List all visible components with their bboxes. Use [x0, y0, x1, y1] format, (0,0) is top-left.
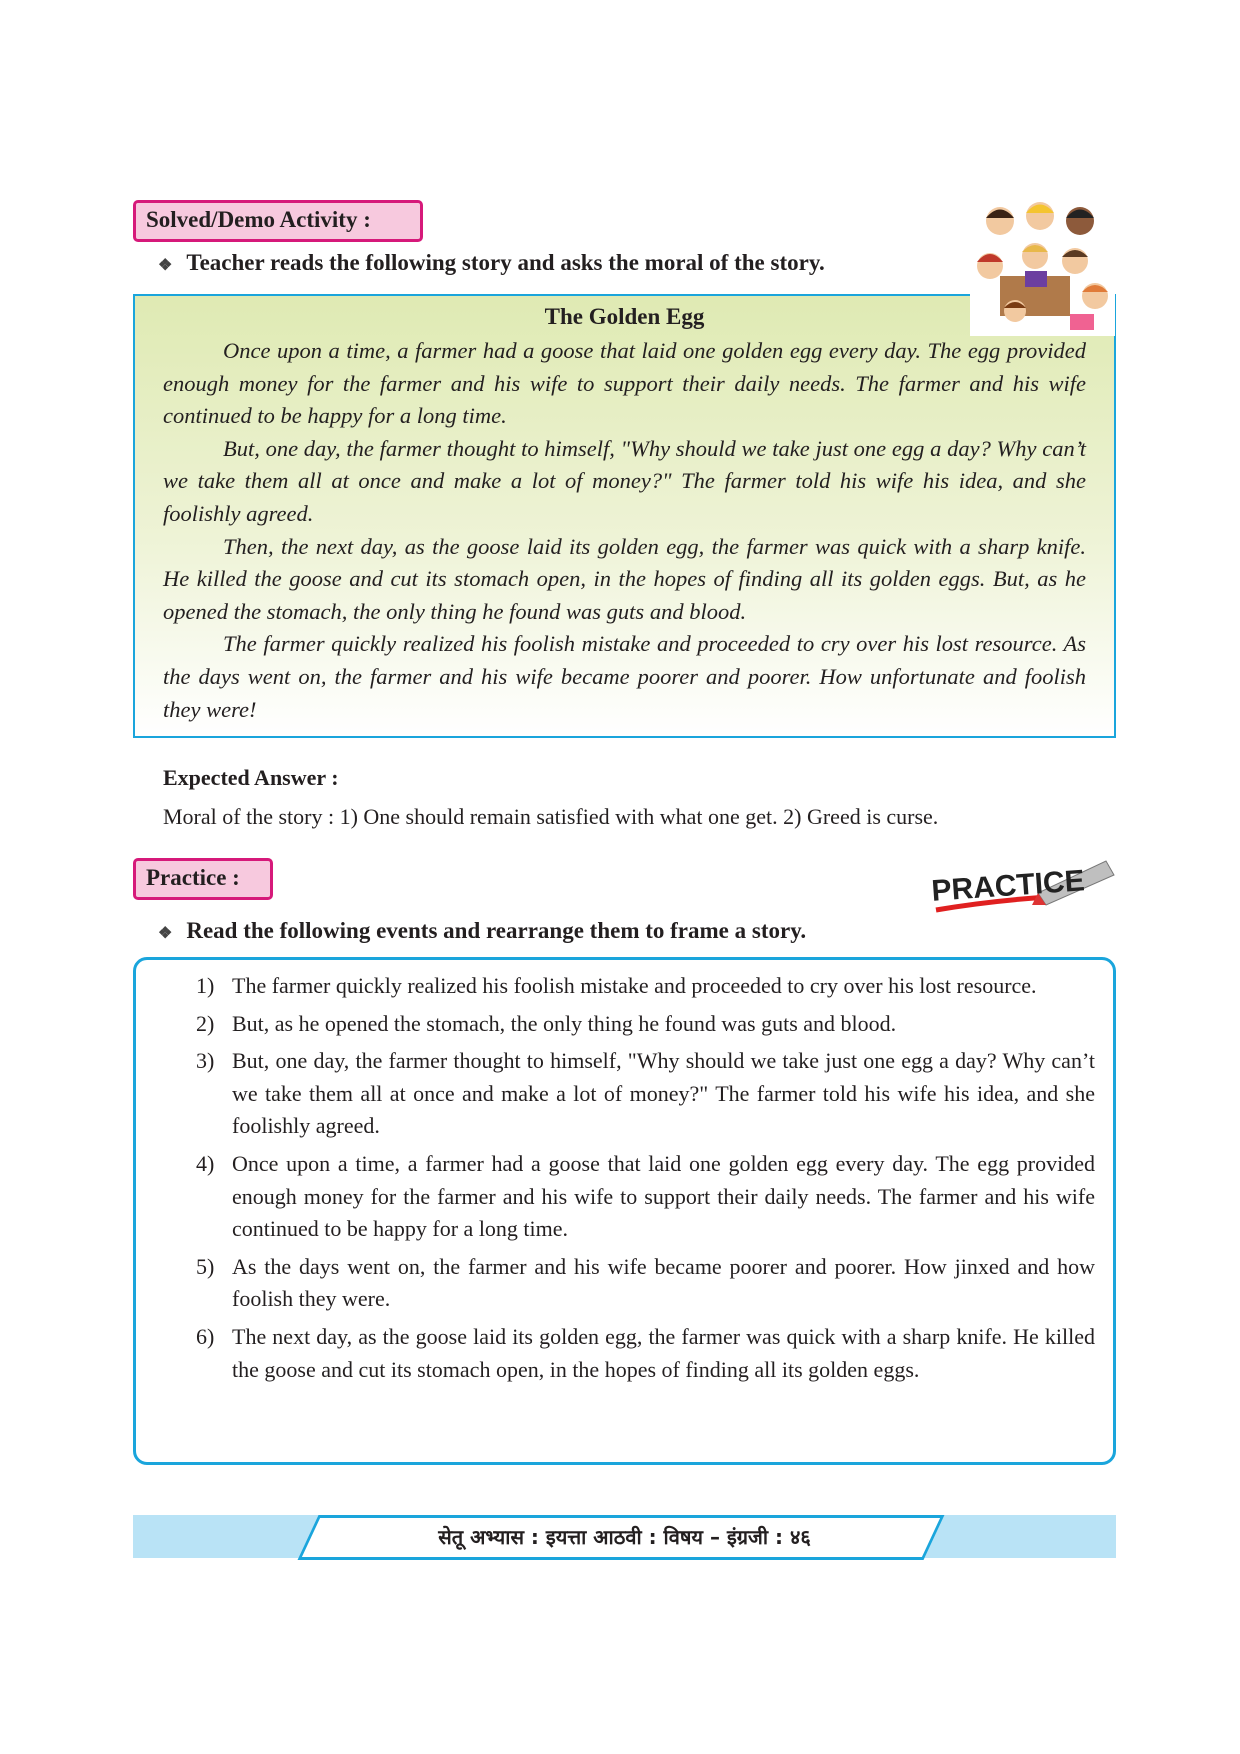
event-item: [196, 1148, 1095, 1246]
story-box: [133, 294, 1116, 738]
event-item: [196, 1321, 1095, 1386]
event-text: But, as he opened the stomach, the only thing he found was guts and blood.: [232, 1010, 897, 1036]
practice-label: Practice :: [133, 858, 273, 900]
event-text: The next day, as the goose laid its golden egg, the farmer was quick with a sharp knife. He killed the goose and cut its stomach open, in the hopes of finding all its golden eggs.: [232, 1323, 1095, 1382]
solved-activity-label: Solved/Demo Activity :: [133, 200, 423, 242]
story-paragraph: Then, the next day, as the goose laid its golden egg, the farmer was quick with a sharp knife. He killed the goose and cut its stomach open, in the hopes of finding all its golden eggs. But, as he opened the stomach, the only thing he found was guts and blood.: [163, 533, 1086, 624]
moral-text: Moral of the story : 1) One should remain satisfied with what one get. 2) Greed is curse.: [163, 804, 939, 829]
bullet-icon: ❖: [158, 925, 173, 942]
event-item: [196, 1251, 1095, 1316]
event-number: 6): [196, 1323, 215, 1349]
practice-instruction: [158, 918, 806, 944]
instruction-text: Teacher reads the following story and asks the moral of the story.: [186, 250, 825, 275]
instruction-text: Read the following events and rearrange them to frame a story.: [186, 918, 807, 943]
footer-text: सेतू अभ्यास : इयत्ता आठवी : विषय – इंग्रजी : ४६: [438, 1525, 811, 1549]
event-number: 4): [196, 1150, 215, 1176]
event-text: As the days went on, the farmer and his wife became poorer and poorer. How jinxed and how foolish they were.: [232, 1253, 1095, 1312]
event-number: 1): [196, 973, 215, 998]
event-item: [196, 1008, 1095, 1041]
event-item: [196, 1045, 1095, 1143]
event-number: 2): [196, 1010, 215, 1036]
events-list: [136, 960, 1113, 1386]
expected-answer-label: Expected Answer :: [163, 765, 339, 790]
page-footer: [133, 1515, 1116, 1558]
story-paragraph: But, one day, the farmer thought to himself, "Why should we take just one egg a day? Why can’t we take them all at once and make a lot of money?" The farmer told his wife his idea, and she foolishly agreed.: [163, 435, 1086, 526]
event-text: The farmer quickly realized his foolish mistake and proceeded to cry over his lost resource.: [232, 973, 1037, 998]
bullet-icon: ❖: [158, 257, 173, 274]
events-box: [133, 957, 1116, 1465]
event-text: But, one day, the farmer thought to himself, "Why should we take just one egg a day? Why can’t we take them all at once and make a lot of money?" The farmer told his wife his idea, and she foolishly agreed.: [232, 1048, 1095, 1139]
solved-instruction: [158, 250, 825, 276]
practice-logo-text: PRACTICE: [930, 864, 1086, 908]
event-number: 5): [196, 1253, 215, 1279]
story-paragraph: The farmer quickly realized his foolish mistake and proceeded to cry over his lost resource. As the days went on, the farmer and his wife became poorer and poorer. How unfortunate and foolish they were!: [163, 631, 1086, 722]
event-number: 3): [196, 1048, 215, 1074]
story-paragraph: Once upon a time, a farmer had a goose that laid one golden egg every day. The egg provided enough money for the farmer and his wife to support their daily needs. The farmer and his wife continued to be happy for a long time.: [163, 338, 1086, 429]
event-text: Once upon a time, a farmer had a goose that laid one golden egg every day. The egg provided enough money for the farmer and his wife to support their daily needs. The farmer and his wife continued to be happy for a long time.: [232, 1150, 1095, 1242]
event-item: [196, 970, 1095, 1003]
story-title: The Golden Egg: [544, 304, 705, 329]
children-reading-illustration: [970, 196, 1115, 336]
practice-pencil-logo: [928, 855, 1118, 917]
